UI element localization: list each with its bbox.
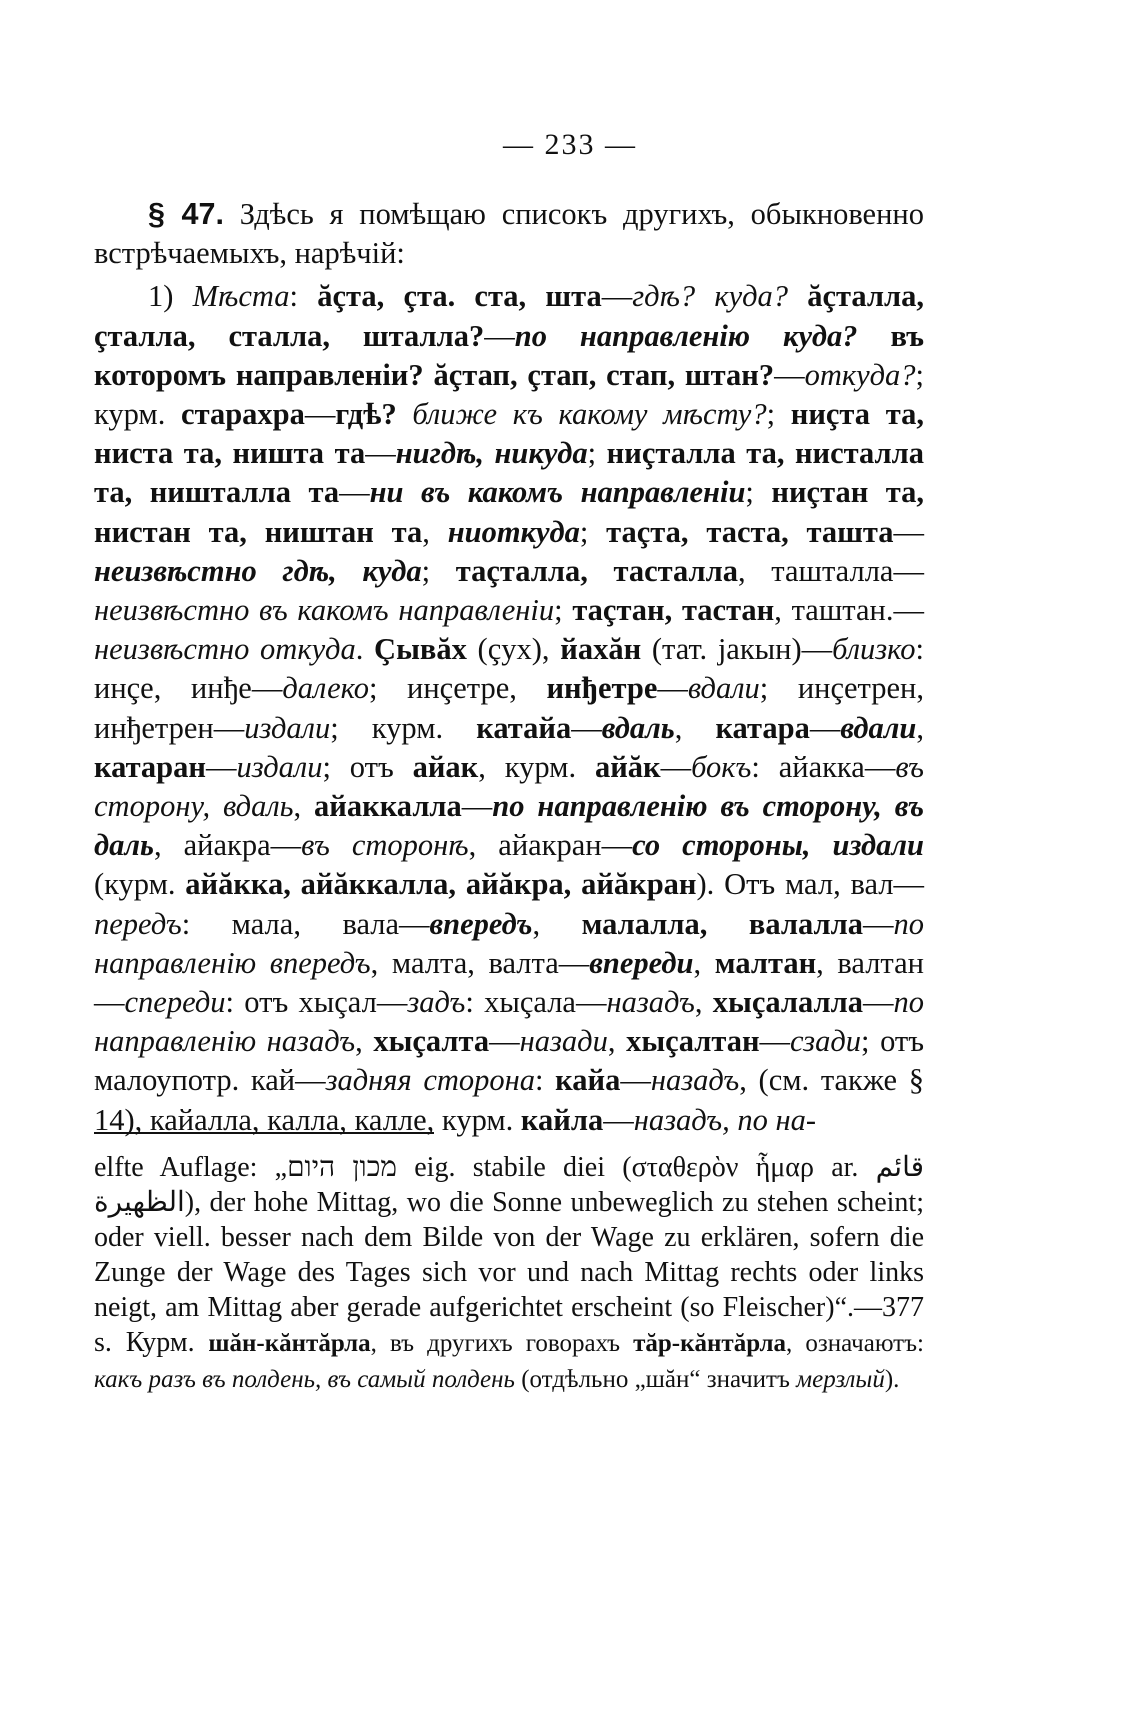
bold-italic-gloss: вдаль [601,710,675,745]
italic-gloss: задняя сторона [325,1063,536,1098]
bold-term: йахăн [560,632,642,667]
plain-text: ; инçетрен, инђетрен [94,671,924,745]
plain-text: ; инçетре, [368,671,547,706]
bold-italic-gloss: нигдѣ, никуда [395,436,588,471]
italic-gloss: назади [519,1024,608,1059]
plain-text: (тат. јакын) [641,632,802,667]
bold-italic-gloss: впереди [589,945,694,980]
bold-italic-gloss: по направленію въ сторону, въ даль [94,789,925,863]
plain-text: (çух), [466,632,561,667]
plain-text: ). Отъ мал, вал [696,867,894,902]
bold-italic-gloss: по направленію куда? [514,318,891,353]
plain-text: — [251,671,283,706]
bold-term: ăçта, çта. ста, шта [317,279,602,314]
plain-text: , [532,906,582,941]
plain-text: , [916,710,924,745]
bold-term: хыçалта [373,1024,490,1059]
bold-italic-gloss: ниоткуда [447,514,580,549]
plain-text: , [674,710,716,745]
plain-text: , [607,1024,627,1059]
plain-text: ; отъ [322,749,413,784]
bold-term: ниçта та, ниста та, ништа та [94,397,924,471]
footnote-separator [94,1132,434,1134]
footnote-kurm-label: Курм. [125,1327,209,1358]
bold-term: Çывăх [374,632,467,667]
footnote-text: (отдѣльно „шăн“ значитъ [514,1366,797,1393]
bold-term: кайла [520,1102,604,1137]
plain-text: — [205,749,237,784]
footnote-term: тăр-кăнтăрла [633,1330,786,1357]
footnote-term: шăн-кăнтăрла [208,1330,371,1357]
bold-term: старахра [181,397,305,432]
plain-text: — [376,985,408,1020]
plain-text: — [601,828,633,863]
plain-text: — [399,906,430,941]
plain-text: (курм. [94,867,186,902]
bold-term: ăçтап, çтап, стап, штан? [433,357,775,392]
plain-text: , таштан. [774,593,894,628]
plain-text: ; [766,397,791,432]
bold-term: айаккалла [314,789,462,824]
plain-text: — [864,749,896,784]
footnote-german-text: elfte Auflage: „מכון היום eig. stabile diei (σταθερὸν ἧμαρ ar. قائم الظهيرة), der hohe Mittag, wo die Sonne unbeweglich zu stehen scheint; oder viell. besser nach dem Bilde von der Wage zu erklären, sofern die Zunge der Wage des Tages sich vor und nach Mittag rechts oder links neigt, am Mittag aber gerade aufgerichtet erscheint (so Fleischer)“.—377 s. [94,1152,924,1358]
plain-text: — [660,749,692,784]
footnote-text: ). [884,1366,900,1393]
plain-text: , (см. также § 14), кайалла, калла, калле, курм. [94,1063,925,1137]
main-text [94,195,924,1140]
bold-term: катара [715,710,810,745]
plain-text: — [893,514,924,549]
plain-text: — [759,1024,791,1059]
bold-italic-gloss: неизвѣстно гдѣ, куда [94,553,422,588]
italic-gloss: издали [236,749,323,784]
bold-term: инђетре [546,671,658,706]
bold-term: катаран [94,749,206,784]
plain-text: , малта, валта [370,945,559,980]
bold-term: гдѣ? [335,397,413,432]
plain-text: , айакран [468,828,602,863]
plain-text: — [801,632,833,667]
italic-gloss: въ сторону, вдаль [94,749,924,824]
item-number: 1) [148,279,193,314]
italic-gloss: гдѣ? куда? [632,279,808,314]
italic-gloss: неизвѣстно въ какомъ направленіи [94,593,555,628]
plain-text: — [295,1063,326,1098]
italic-gloss: бокъ [691,749,752,784]
bold-term: айăк [594,749,661,784]
plain-text: , [355,1024,374,1059]
italic-gloss: далеко [282,671,369,706]
italic-gloss: назадъ [650,1063,740,1098]
plain-text: — [489,1024,520,1059]
plain-text: — [863,985,894,1020]
bold-term: въ которомъ направленіи? [94,318,924,392]
bold-term: хыçалтан [626,1024,760,1059]
plain-text: — [620,1063,651,1098]
footnote-gloss: какъ разъ въ полдень, въ самый полдень [94,1366,515,1393]
italic-gloss: въ сторонѣ [301,828,469,863]
bold-term: таçтан, тастан [572,593,775,628]
plain-text: : мала, вала [181,906,400,941]
plain-text: ; [587,436,607,471]
plain-text: ; [421,553,456,588]
plain-text: ; курм. [94,357,924,432]
italic-gloss: откуда? [804,357,916,392]
plain-text: — [575,985,607,1020]
page-number: — 233 — [503,128,637,161]
bold-term: айăкка, айăккалла, айăкра, айăкран [185,867,697,902]
adverbs-of-place-paragraph [94,277,924,1139]
plain-text: : айакка [751,749,865,784]
plain-text: — [809,710,841,745]
plain-text: — [94,985,125,1020]
footnote [94,1150,924,1397]
plain-text: — [484,318,515,353]
footnote-paragraph [94,1150,924,1397]
italic-gloss: ближе къ какому мѣсту? [412,397,767,432]
italic-gloss: по направленію назадъ [94,985,925,1059]
plain-text: — [603,1102,634,1137]
intro-text: Здѣсь я помѣщаю списокъ другихъ, обыкновенно встрѣчаемыхъ, нарѣчій: [94,197,924,271]
bold-term: таçта, таста, ташта [606,514,894,549]
plain-text: — [304,397,336,432]
plain-text: — [601,279,633,314]
plain-text: — [571,710,602,745]
plain-text: , валтан [816,945,924,980]
italic-gloss: передъ [94,906,182,941]
plain-text: — [893,593,924,628]
plain-text: — [774,357,805,392]
plain-text: , [422,514,448,549]
plain-text: : отъ хыçал [225,985,377,1020]
italic-gloss: близко [832,632,916,667]
plain-text: : [535,1063,556,1098]
plain-text: , [694,985,713,1020]
bold-term: хыçалалла [712,985,864,1020]
plain-text: , айакра [153,828,271,863]
bold-italic-gloss: со стороны, издали [632,828,924,863]
footnote-text: , въ другихъ говорахъ [370,1330,634,1357]
plain-text: — [270,828,302,863]
italic-gloss: неизвѣстно откуда [94,632,356,667]
bold-term: малтан [714,945,817,980]
plain-text: : инçе, инђе [94,632,924,706]
plain-text: — [339,475,370,510]
italic-gloss: задъ [407,985,466,1020]
plain-text: — [657,671,688,706]
footnote-gloss: мерзлый [796,1366,885,1393]
italic-gloss: сзади [790,1024,861,1059]
plain-text: , курм. [478,749,595,784]
plain-text: , [293,789,315,824]
italic-gloss: Мѣста [192,279,290,314]
plain-text: ; отъ малоупотр. кай [94,1024,925,1098]
bold-term: малалла, валалла [581,906,863,941]
bold-italic-gloss: ни въ какомъ направленіи [369,475,746,510]
italic-gloss: издали [244,710,331,745]
bold-term: ниçтан та, нистан та, ништан та [94,475,924,549]
plain-text: , ташталла [738,553,894,588]
plain-text: ; [579,514,607,549]
bold-italic-gloss: впередъ [429,906,533,941]
plain-text: — [558,945,590,980]
plain-text: — [893,867,924,902]
plain-text: . [355,632,375,667]
plain-text: : [289,279,318,314]
plain-text: ; курм. [330,710,477,745]
italic-gloss: назадъ, по на- [633,1102,817,1137]
plain-text: ; [745,475,772,510]
italic-gloss: вдали [687,671,760,706]
bold-term: ниçталла та, нисталла та, ништалла та [94,436,925,510]
plain-text: — [863,906,894,941]
bold-italic-gloss: вдали [840,710,917,745]
plain-text: — [213,710,245,745]
plain-text: — [893,553,924,588]
plain-text: — [365,436,396,471]
bold-term: таçталла, тасталла [455,553,738,588]
italic-gloss: назадъ [606,985,695,1020]
footnote-text: , означаютъ: [786,1330,924,1357]
section-intro-paragraph [94,195,924,273]
plain-text: ; [554,593,573,628]
bold-term: катайа [476,710,572,745]
section-mark: § 47. [148,197,224,231]
bold-term: кайа [555,1063,621,1098]
bold-term: айак [412,749,479,784]
plain-text: : хыçала [465,985,576,1020]
plain-text: — [461,789,493,824]
bold-term: ăçталла, çталла, сталла, шталла? [94,279,924,353]
italic-gloss: по направленію впередъ [94,906,924,980]
plain-text: , [693,945,715,980]
italic-gloss: спереди [124,985,226,1020]
